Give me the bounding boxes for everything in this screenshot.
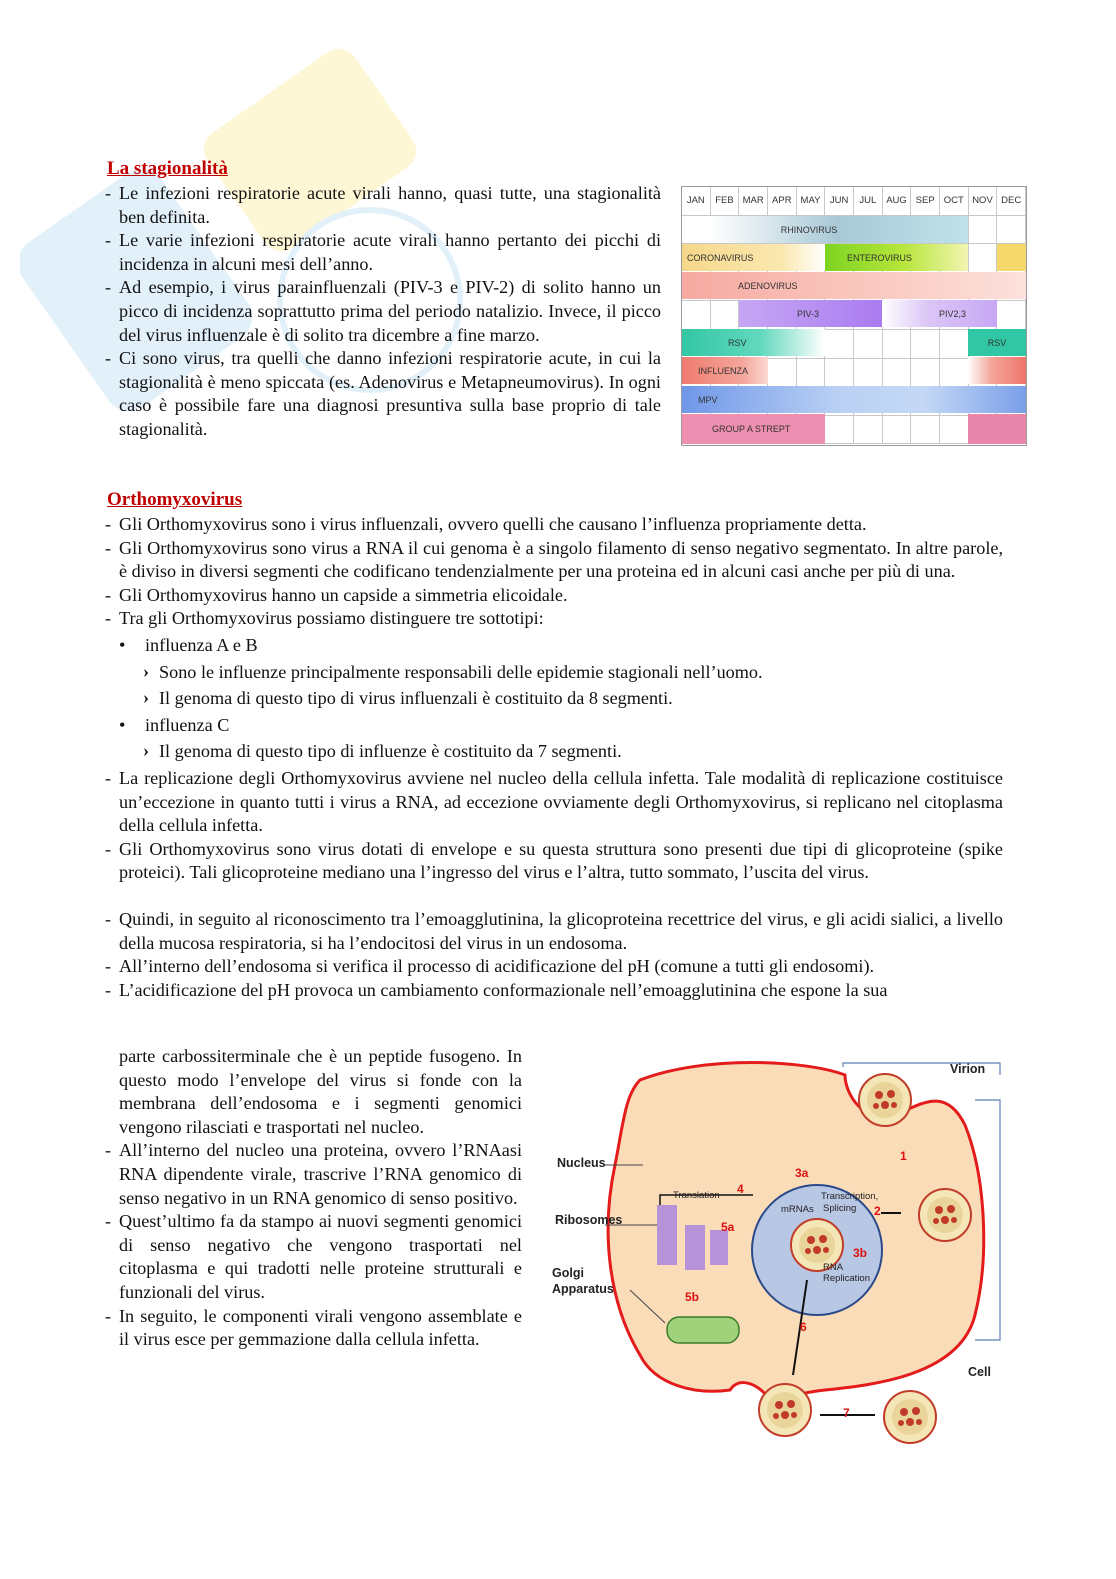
virion-icon: [759, 1384, 811, 1436]
label-rna: RNA: [823, 1262, 844, 1273]
step-number: 2: [874, 1204, 881, 1218]
month-header-jul: JUL: [854, 187, 883, 216]
bar-rsv-end: [968, 329, 1026, 356]
month-header-jan: JAN: [682, 187, 711, 216]
ribosome-icon: [657, 1205, 677, 1265]
label-ribosomes: Ribosomes: [555, 1213, 623, 1227]
list-item: - Gli Orthomyxovirus sono i virus influenzali, ovvero quelli che causano l’influenza propriamente detta.: [105, 513, 1003, 537]
list-item: - All’interno dell’endosoma si verifica il processo di acidificazione del pH (comune a tutti gli endosomi).: [105, 955, 1003, 979]
bar-influenza: [682, 357, 768, 384]
virion-icon: [919, 1189, 971, 1241]
label-transcription: Transcription,: [821, 1191, 879, 1202]
list-item: - Ci sono virus, tra quelli che danno infezioni respiratorie acute, in cui la stagionalità è meno spiccata (es. Adenovirus e Metapneumovirus). In ogni caso è possibile fare una diagnosi presuntiva sulla base proprio di tale stagionalità.: [105, 347, 661, 441]
list-item: - All’interno del nucleo una proteina, ovvero l’RNAasi RNA dipendente virale, trascrive l’RNA genomico di senso negativo in un RNA genomico di senso positivo.: [105, 1139, 522, 1210]
list-item: - Ad esempio, i virus parainfluenzali (PIV-3 e PIV-2) di solito hanno un picco di incidenza soprattutto prima del periodo natalizio. Invece, il picco del virus influenzale è di solito tra dicembre a fine marzo.: [105, 276, 661, 347]
section-heading-orthomyxovirus: Orthomyxovirus: [107, 489, 243, 510]
section-heading-stagionalita: La stagionalità: [107, 158, 228, 179]
month-header-aug: AUG: [883, 187, 912, 216]
stagionalita-list: [105, 182, 661, 442]
label-nucleus: Nucleus: [557, 1156, 606, 1170]
sub-item: › Il genoma di questo tipo di virus influenzali è costituito da 8 segmenti.: [105, 687, 1003, 711]
bar-rsv: [682, 329, 825, 356]
sub-item: › Il genoma di questo tipo di influenze è costituito da 7 segmenti.: [105, 740, 1003, 764]
bar-label: INFLUENZA: [698, 365, 749, 376]
list-item: - Le infezioni respiratorie acute virali hanno, quasi tutte, una stagionalità ben definita.: [105, 182, 661, 229]
step-number: 4: [737, 1182, 744, 1196]
step-number: 5a: [721, 1220, 735, 1234]
bar-label: RHINOVIRUS: [780, 224, 838, 235]
bullet-item: • influenza A e B: [105, 634, 1003, 658]
bar-label: RSV: [987, 337, 1007, 348]
bar-label: CORONAVIRUS: [687, 252, 754, 263]
step-number: 3b: [853, 1246, 868, 1260]
list-item: - Gli Orthomyxovirus hanno un capside a simmetria elicoidale.: [105, 584, 1003, 608]
bar-label: MPV: [698, 394, 718, 405]
ribosome-icon: [685, 1225, 705, 1270]
orthomyxovirus-list: [105, 513, 1003, 1002]
bar-label: RSV: [728, 337, 747, 348]
list-item: - L’acidificazione del pH provoca un cambiamento conformazionale nell’emoagglutinina che espone la sua: [105, 979, 1003, 1003]
step-number: 1: [900, 1149, 907, 1163]
month-header-nov: NOV: [969, 187, 998, 216]
sub-item: › Sono le influenze principalmente responsabili delle epidemie stagionali nell’uomo.: [105, 661, 1003, 685]
bar-coronavirus: [682, 244, 825, 271]
step-number: 6: [800, 1320, 807, 1334]
bar-group-a-strept-end: [968, 414, 1026, 444]
month-header-dec: DEC: [997, 187, 1026, 216]
list-item: - La replicazione degli Orthomyxovirus avviene nel nucleo della cellula infetta. Tale modalità di replicazione costituisce un’eccezione in quanto tutti i virus a RNA, ad eccezione ovviamente degli Orthomyxovirus, si replicano nel citoplasma della cellula infetta.: [105, 767, 1003, 838]
label-golgi: Golgi: [552, 1266, 584, 1280]
bar-piv3: [739, 300, 882, 327]
virion-icon: [884, 1391, 936, 1443]
label-replication: Replication: [823, 1273, 870, 1284]
month-header-sep: SEP: [911, 187, 940, 216]
replication-cycle-diagram: [545, 1055, 1005, 1450]
golgi-apparatus: [667, 1317, 739, 1343]
month-header-feb: FEB: [711, 187, 740, 216]
month-header-may: MAY: [797, 187, 826, 216]
bar-label: GROUP A STREPT: [712, 424, 791, 434]
label-translation: Translation: [673, 1190, 720, 1201]
bar-mpv: [682, 386, 1026, 413]
bullet-item: • influenza C: [105, 714, 1003, 738]
seasonality-table: [681, 186, 1027, 446]
month-header-oct: OCT: [940, 187, 969, 216]
step-number: 7: [843, 1406, 850, 1420]
step-number: 5b: [685, 1290, 700, 1304]
bar-influenza-end: [968, 357, 1026, 384]
bar-label: PIV-3: [797, 308, 820, 319]
list-item: - Gli Orthomyxovirus sono virus dotati di envelope e su questa struttura sono presenti due tipi di glicoproteine (spike proteici). Tali glicoproteine mediano una l’ingresso del virus e l’altra, tutto sommato, l’uscita del virus.: [105, 838, 1003, 885]
list-item: - Quest’ultimo fa da stampo ai nuovi segmenti genomici di senso negativo che vengono trasportati nel citoplasma e qui tradotti nelle proteine strutturali e funzionali del virus.: [105, 1210, 522, 1304]
bar-group-a-strept: [682, 414, 825, 444]
list-item: - Quindi, in seguito al riconoscimento tra l’emoagglutinina, la glicoproteina recettrice del virus, e gli acidi sialici, a livello della mucosa respiratoria, si ha l’endocitosi del virus in un endosoma.: [105, 908, 1003, 955]
list-item: - Le varie infezioni respiratorie acute virali hanno pertanto dei picchi di incidenza in alcuni mesi dell’anno.: [105, 229, 661, 276]
bar-label: ENTEROVIRUS: [847, 252, 913, 263]
label-mrnas: mRNAs: [781, 1204, 814, 1215]
step-number: 3a: [795, 1166, 809, 1180]
bar-piv23: [882, 300, 997, 327]
list-item: - In seguito, le componenti virali vengono assemblate e il virus esce per gemmazione dalla cellula infetta.: [105, 1305, 522, 1352]
label-cell: Cell: [968, 1365, 991, 1379]
month-header-mar: MAR: [739, 187, 768, 216]
list-item: - Gli Orthomyxovirus sono virus a RNA il cui genoma è a singolo filamento di senso negativo segmentato. In altre parole, è diviso in diversi segmenti che codificano tendenzialmente per una proteina ed in alcuni casi anche per più di una.: [105, 537, 1003, 584]
bar-label: PIV2,3: [939, 308, 967, 319]
virion-icon: [859, 1074, 911, 1126]
list-item-continued: parte carbossiterminale che è un peptide fusogeno. In questo modo l’envelope del virus si fonde con la membrana dell’endosoma e i segmenti genomici vengono rilasciati e trasportati nel nucleo.: [119, 1046, 522, 1137]
bar-label: ADENOVIRUS: [738, 280, 798, 291]
bar-rhinovirus: [710, 216, 968, 243]
label-splicing: Splicing: [823, 1203, 857, 1214]
bar-coronavirus-dec: [997, 244, 1026, 271]
ribosome-icon: [710, 1230, 728, 1265]
replication-list: [105, 1045, 522, 1352]
label-golgi-apparatus: Apparatus: [552, 1282, 614, 1296]
month-header-jun: JUN: [825, 187, 854, 216]
label-virion: Virion: [950, 1062, 986, 1076]
bar-adenovirus: [682, 272, 1026, 299]
list-item: - Tra gli Orthomyxovirus possiamo distinguere tre sottotipi:: [105, 607, 1003, 631]
month-header-apr: APR: [768, 187, 797, 216]
bar-enterovirus: [825, 244, 968, 271]
